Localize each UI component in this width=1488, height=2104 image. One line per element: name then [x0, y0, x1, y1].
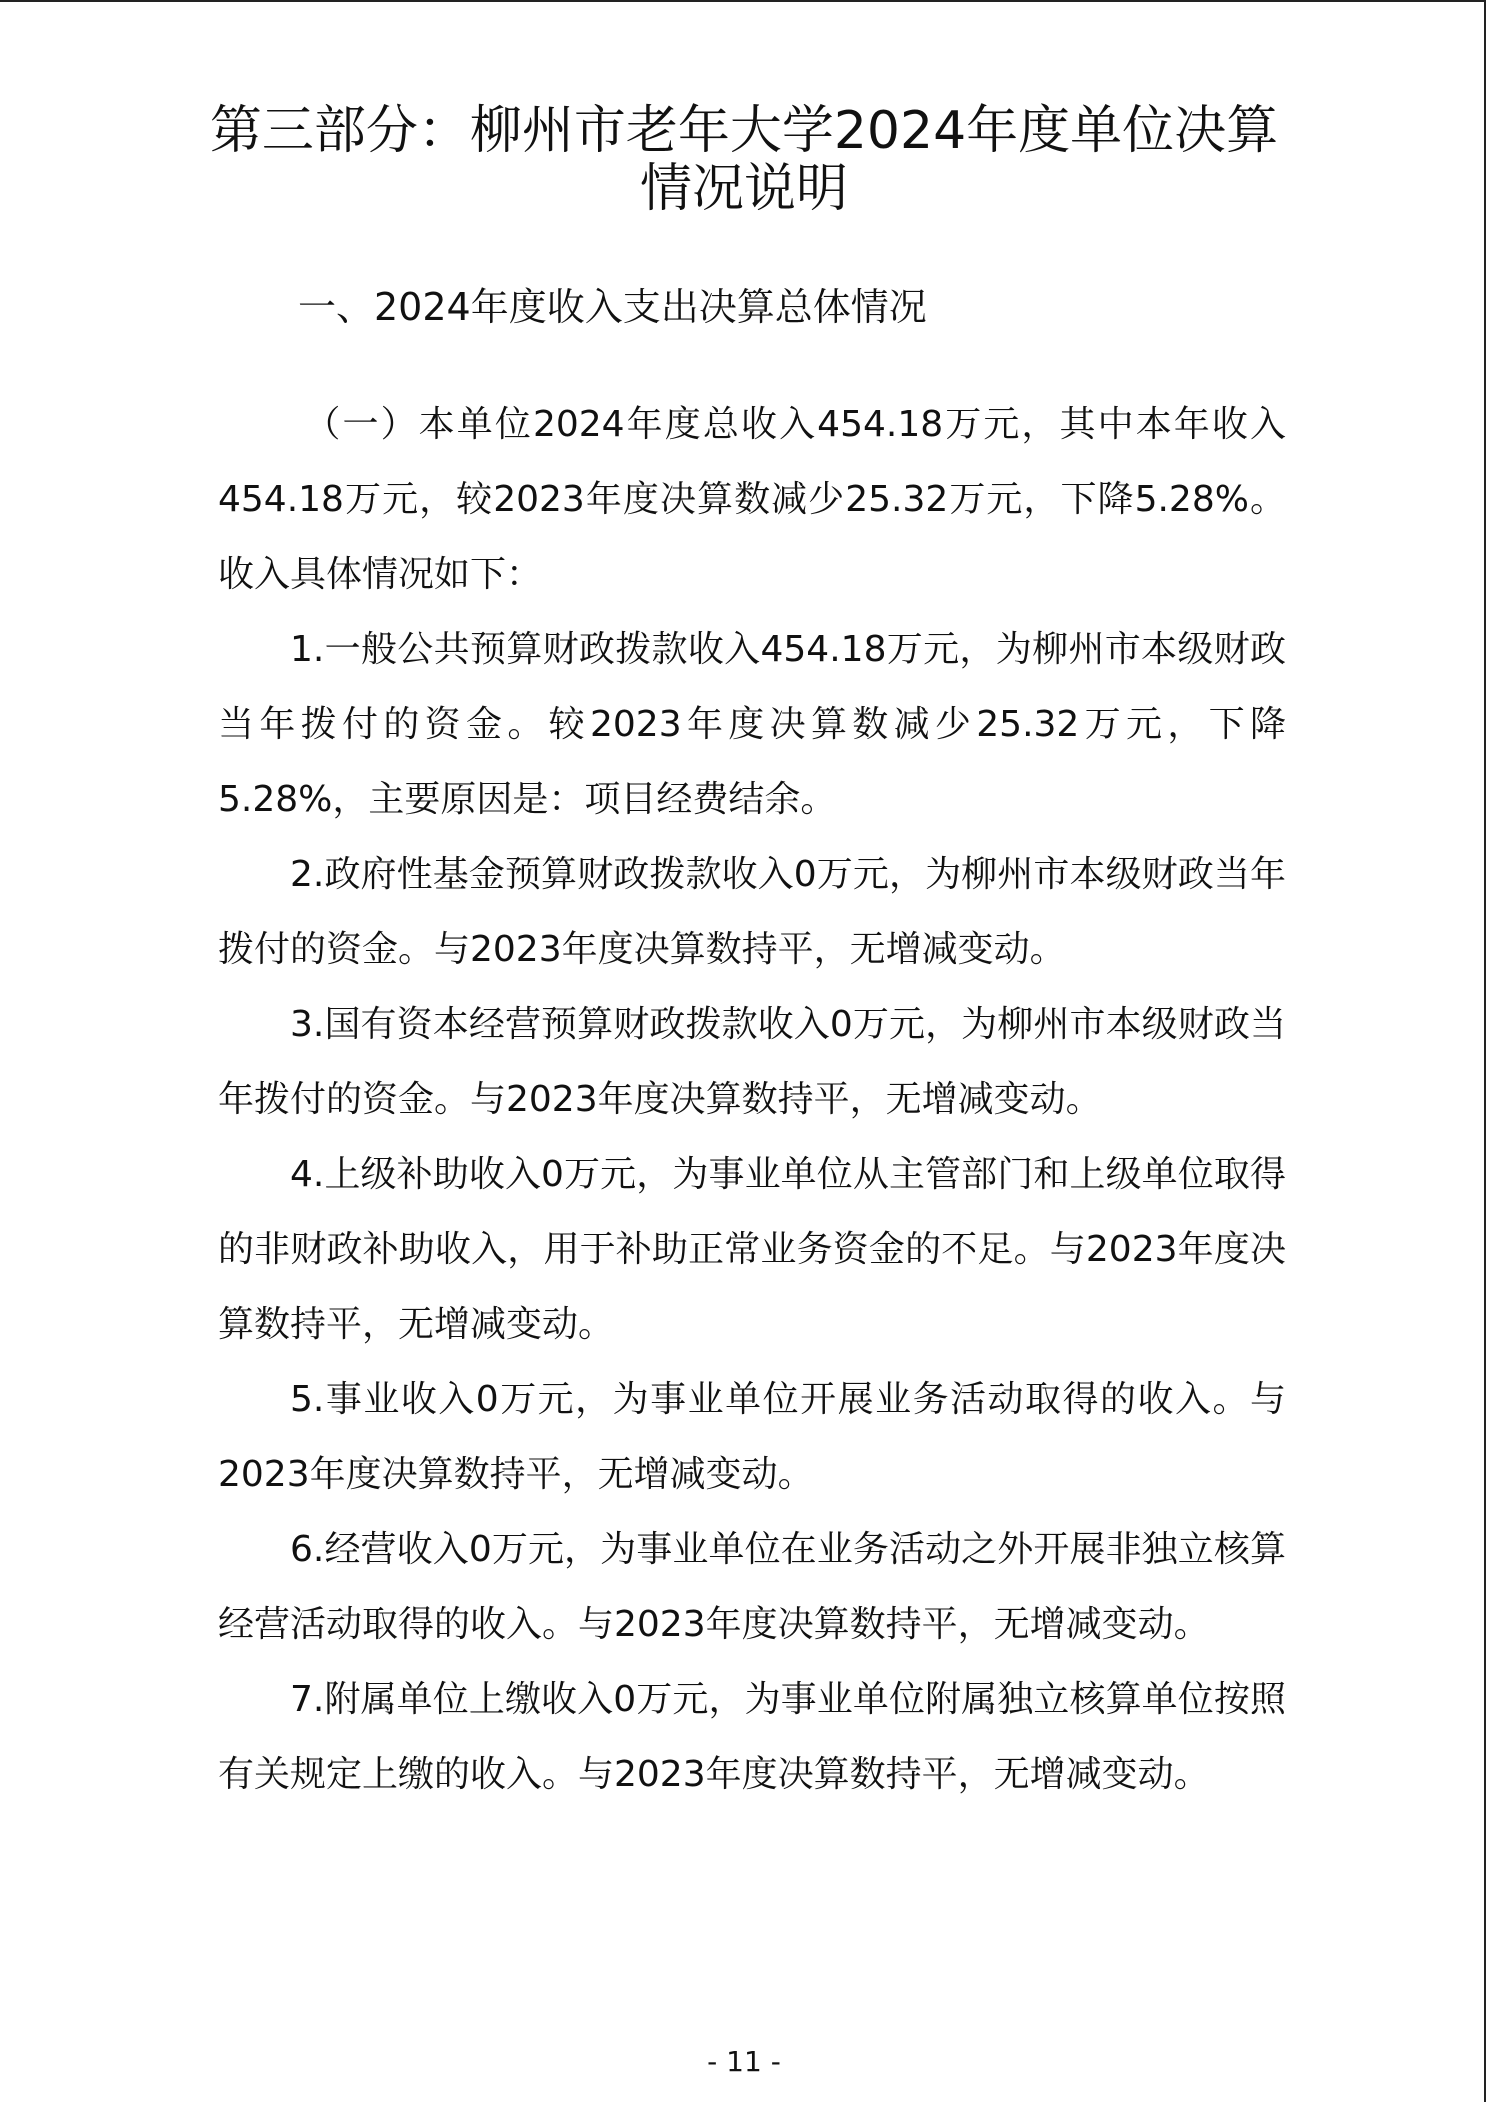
- document-title: 第三部分：柳州市老年大学2024年度单位决算情况说明: [209, 101, 1279, 219]
- section-heading: 一、2024年度收入支出决算总体情况: [298, 285, 927, 329]
- paragraph-item-4: 4.上级补助收入0万元，为事业单位从主管部门和上级单位取得的非财政补助收入，用于补助正常业务资金的不足。与2023年度决算数持平，无增减变动。: [218, 1154, 1286, 1345]
- paragraph-item-5: 5.事业收入0万元，为事业单位开展业务活动取得的收入。与2023年度决算数持平，无增减变动。: [218, 1379, 1286, 1495]
- page-number: - 11 -: [707, 2045, 781, 2078]
- paragraph-item-3: 3.国有资本经营预算财政拨款收入0万元，为柳州市本级财政当年拨付的资金。与2023年度决算数持平，无增减变动。: [218, 1004, 1286, 1120]
- paragraph-item-2: 2.政府性基金预算财政拨款收入0万元，为柳州市本级财政当年拨付的资金。与2023年度决算数持平，无增减变动。: [218, 854, 1286, 970]
- paragraph-item-7: 7.附属单位上缴收入0万元，为事业单位附属独立核算单位按照有关规定上缴的收入。与2023年度决算数持平，无增减变动。: [218, 1679, 1286, 1795]
- paragraph-total-income: （一）本单位2024年度总收入454.18万元，其中本年收入454.18万元，较2023年度决算数减少25.32万元，下降5.28%。收入具体情况如下：: [218, 404, 1286, 595]
- document-body: [218, 387, 1286, 1812]
- paragraph-item-1: 1.一般公共预算财政拨款收入454.18万元，为柳州市本级财政当年拨付的资金。较2023年度决算数减少25.32万元，下降5.28%，主要原因是：项目经费结余。: [218, 629, 1286, 820]
- paragraph-item-6: 6.经营收入0万元，为事业单位在业务活动之外开展非独立核算经营活动取得的收入。与2023年度决算数持平，无增减变动。: [218, 1529, 1286, 1645]
